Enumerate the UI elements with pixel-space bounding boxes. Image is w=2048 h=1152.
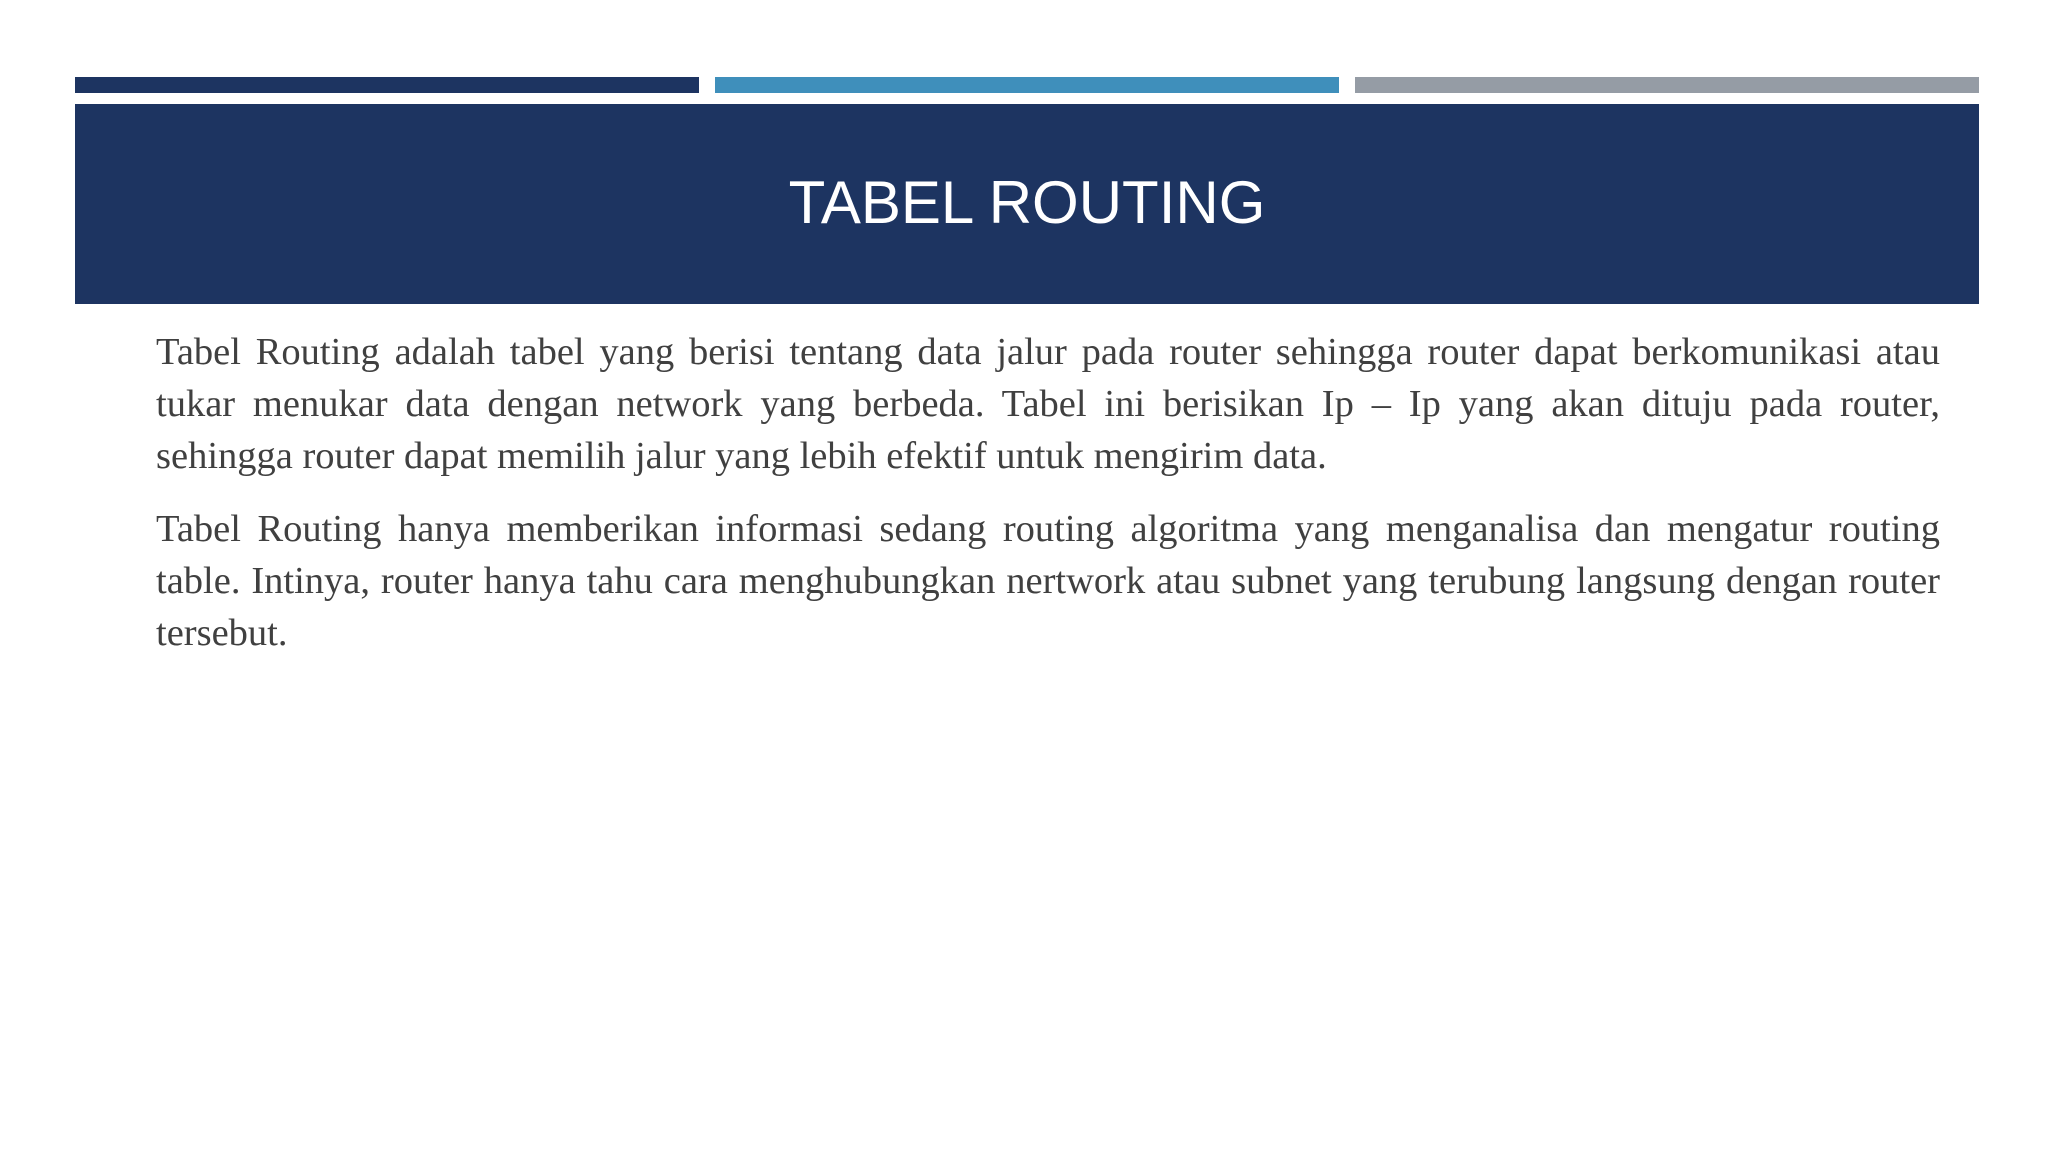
accent-bar-blue [715, 77, 1339, 93]
accent-bar-gray [1355, 77, 1979, 93]
title-band [75, 104, 1979, 304]
slide-body [156, 326, 1940, 680]
slide-title: TABEL ROUTING [788, 169, 1266, 236]
accent-bar-navy [75, 77, 699, 93]
paragraph-2: Tabel Routing hanya memberikan informasi sedang routing algoritma yang menganalisa dan mengatur routing table. Intinya, router hanya tahu cara menghubungkan nertwork atau subnet yang terubung langsung dengan router tersebut. [156, 508, 1940, 654]
paragraph-1: Tabel Routing adalah tabel yang berisi tentang data jalur pada router sehingga router dapat berkomunikasi atau tukar menukar data dengan network yang berbeda. Tabel ini berisikan Ip – Ip yang akan dituju pada router, sehingga router dapat memilih jalur yang lebih efektif untuk mengirim data. [156, 331, 1940, 477]
